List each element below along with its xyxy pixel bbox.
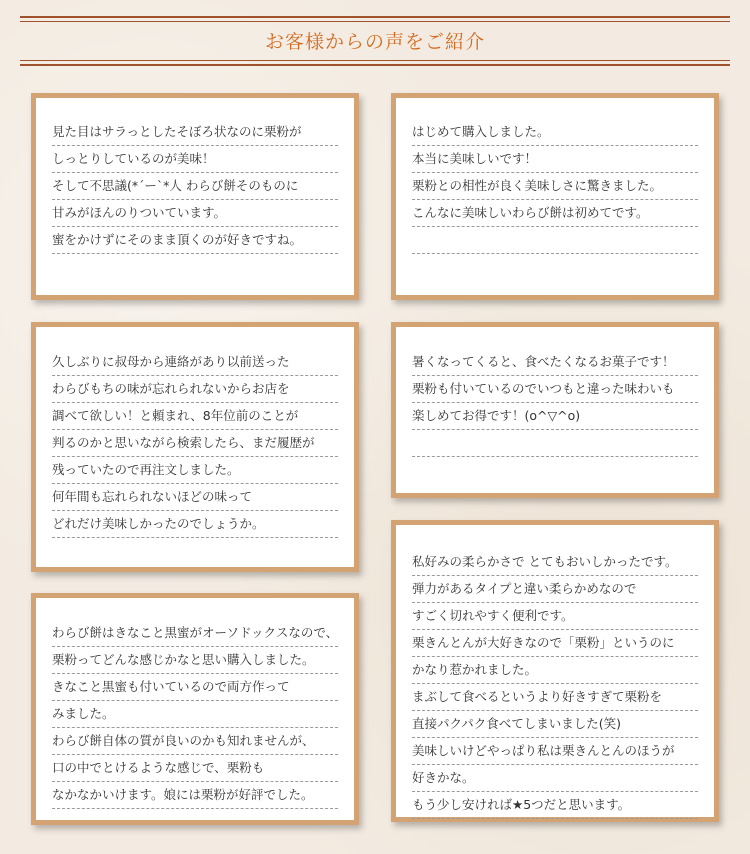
testimonial-line: 栗粉との相性が良く美味しさに驚きました。: [412, 173, 698, 200]
testimonial-line-blank: [412, 227, 698, 254]
testimonial-line: はじめて購入しました。: [412, 119, 698, 146]
testimonial-line: すごく切れやすく便利です。: [412, 603, 698, 630]
testimonial-line: 直接パクパク食べてしまいました(笑): [412, 711, 698, 738]
testimonial-card-3: [31, 322, 359, 572]
testimonial-card-5: [31, 593, 359, 825]
testimonial-line: 久しぶりに叔母から連絡があり以前送った: [52, 349, 338, 376]
testimonial-line-blank: [412, 430, 698, 457]
testimonial-line: かなり惹かれました。: [412, 657, 698, 684]
testimonial-line: 甘みがほんのりついています。: [52, 200, 338, 227]
testimonial-line: 弾力があるタイプと違い柔らかめなので: [412, 576, 698, 603]
testimonial-line: しっとりしているのが美味！: [52, 146, 338, 173]
testimonial-line: きなこと黒蜜も付いているので両方作って: [52, 674, 338, 701]
testimonial-line: 口の中でとけるような感じで、栗粉も: [52, 755, 338, 782]
testimonial-line: 楽しめてお得です！(o^▽^o): [412, 403, 698, 430]
testimonial-card-2: [391, 93, 719, 300]
testimonial-line: もう少し安ければ★5つだと思います。: [412, 792, 698, 819]
testimonial-line: 調べて欲しい！と頼まれ、8年位前のことが: [52, 403, 338, 430]
testimonial-line: 栗粉も付いているのでいつもと違った味わいも: [412, 376, 698, 403]
testimonial-line: 暑くなってくると、食べたくなるお菓子です！: [412, 349, 698, 376]
testimonial-line: まぶして食べるというより好きすぎて栗粉を: [412, 684, 698, 711]
section-header: [20, 16, 730, 66]
testimonial-line: 本当に美味しいです！: [412, 146, 698, 173]
testimonial-line: なかなかいけます。娘には栗粉が好評でした。: [52, 782, 338, 809]
testimonial-line: 蜜をかけずにそのまま頂くのが好きですね。: [52, 227, 338, 254]
testimonial-card-1: [31, 93, 359, 300]
testimonial-line: 判るのかと思いながら検索したら、まだ履歴が: [52, 430, 338, 457]
testimonial-line: わらび餅自体の質が良いのかも知れませんが、: [52, 728, 338, 755]
testimonial-line: 見た目はサラっとしたそぼろ状なのに栗粉が: [52, 119, 338, 146]
section-title: お客様からの声をご紹介: [264, 31, 485, 53]
testimonial-line: こんなに美味しいわらび餅は初めてです。: [412, 200, 698, 227]
testimonial-line: 残っていたので再注文しました。: [52, 457, 338, 484]
testimonial-card-6: [391, 520, 719, 822]
testimonial-card-4: [391, 322, 719, 498]
testimonial-line: わらびもちの味が忘れられないからお店を: [52, 376, 338, 403]
testimonial-line: 美味しいけどやっぱり私は栗きんとんのほうが: [412, 738, 698, 765]
testimonial-line: 何年間も忘れられないほどの味って: [52, 484, 338, 511]
testimonial-line: わらび餅はきなこと黒蜜がオーソドックスなので、: [52, 620, 338, 647]
testimonial-line: 栗きんとんが大好きなので「栗粉」というのに: [412, 630, 698, 657]
testimonial-line: どれだけ美味しかったのでしょうか。: [52, 511, 338, 538]
testimonial-line: そして不思議(*´ー`*人 わらび餅そのものに: [52, 173, 338, 200]
testimonial-line: 私好みの柔らかさで とてもおいしかったです。: [412, 549, 698, 576]
testimonial-line: みました。: [52, 701, 338, 728]
testimonial-line: 栗粉ってどんな感じかなと思い購入しました。: [52, 647, 338, 674]
testimonial-line: 好きかな。: [412, 765, 698, 792]
